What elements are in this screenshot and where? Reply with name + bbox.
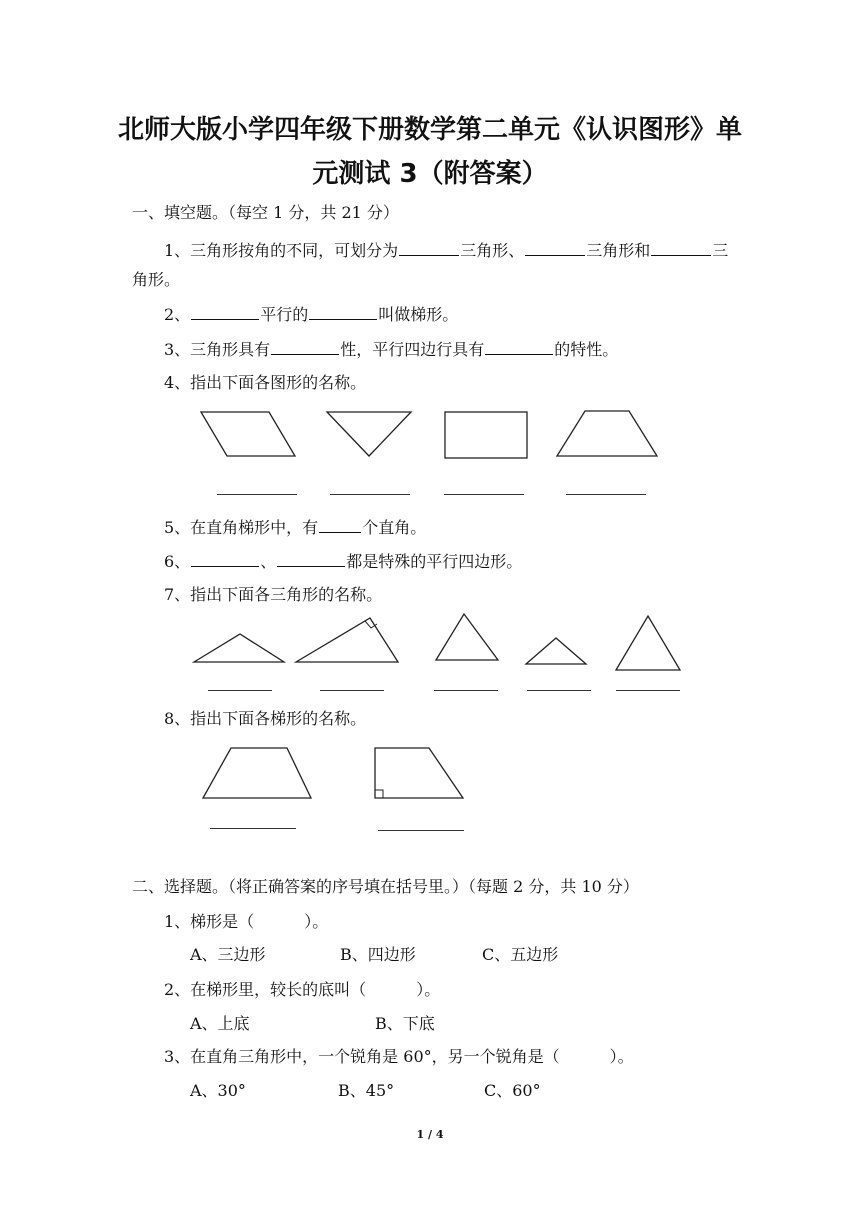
q7-figures (190, 612, 690, 674)
q7-answer-line-1[interactable] (208, 690, 272, 691)
acute-triangle-figure (436, 614, 498, 660)
question-2-3: 3、在直角三角形中，一个锐角是 60°，另一个锐角是（ ）。 (164, 1047, 634, 1066)
question-1-2: 2、 平行的 叫做梯形。 (164, 305, 459, 324)
option-2-3-a[interactable]: A、30° (190, 1081, 246, 1100)
q4-answer-line-3[interactable] (444, 494, 524, 495)
question-1-1-continued: 角形。 (132, 270, 181, 289)
answer-blank[interactable] (485, 338, 553, 355)
option-2-2-a[interactable]: A、上底 (190, 1014, 250, 1033)
right-angle-mark (375, 790, 383, 798)
question-1-8: 8、指出下面各梯形的名称。 (164, 709, 367, 728)
option-2-2-b[interactable]: B、下底 (375, 1014, 435, 1033)
option-2-1-b[interactable]: B、四边形 (340, 945, 416, 964)
answer-blank[interactable] (277, 550, 345, 567)
option-2-3-c[interactable]: C、60° (484, 1081, 541, 1100)
question-1-6: 6、 、 都是特殊的平行四边形。 (164, 552, 523, 571)
parallelogram-figure (201, 412, 295, 456)
q4-answer-line-1[interactable] (217, 494, 297, 495)
answer-blank[interactable] (309, 303, 377, 320)
q7-answer-line-4[interactable] (527, 690, 591, 691)
question-1-5: 5、在直角梯形中，有 个直角。 (164, 518, 427, 537)
answer-blank[interactable] (651, 239, 711, 256)
answer-blank[interactable] (525, 239, 585, 256)
isosceles-trapezoid-figure (203, 748, 311, 798)
page-number: 1 / 4 (416, 1128, 444, 1141)
q7-answer-line-2[interactable] (320, 690, 384, 691)
rectangle-figure (445, 412, 527, 458)
q4-answer-line-4[interactable] (566, 494, 646, 495)
equilateral-triangle-figure (616, 616, 680, 670)
section-1-heading: 一、填空题。（每空 1 分，共 21 分） (132, 203, 399, 222)
q8-figures (195, 742, 475, 804)
question-2-2: 2、在梯形里，较长的底叫（ ）。 (164, 980, 441, 999)
small-triangle-figure (526, 638, 586, 664)
right-triangle-figure (296, 618, 398, 662)
section-2-heading: 二、选择题。（将正确答案的序号填在括号里。）（每题 2 分，共 10 分） (132, 877, 639, 896)
answer-blank[interactable] (319, 516, 361, 533)
q4-figures (195, 408, 665, 464)
q4-answer-line-2[interactable] (330, 494, 410, 495)
q8-answer-line-1[interactable] (210, 828, 296, 829)
obtuse-triangle-figure (194, 634, 284, 662)
title-line-2: 元测试 3（附答案） (312, 159, 548, 189)
q7-answer-line-5[interactable] (616, 690, 680, 691)
title-line-1: 北师大版小学四年级下册数学第二单元《认识图形》单 (117, 115, 742, 145)
question-1-3: 3、三角形具有 性，平行四边行具有 的特性。 (164, 340, 619, 359)
answer-blank[interactable] (191, 303, 259, 320)
question-1-7: 7、指出下面各三角形的名称。 (164, 585, 383, 604)
option-2-1-c[interactable]: C、五边形 (482, 945, 559, 964)
answer-blank[interactable] (399, 239, 459, 256)
trapezoid-figure (557, 411, 657, 456)
answer-blank[interactable] (271, 338, 339, 355)
question-1-1: 1、三角形按角的不同，可划分为 三角形、 三角形和 三 (164, 241, 729, 260)
q8-answer-line-2[interactable] (378, 830, 464, 831)
question-2-1: 1、梯形是（ ）。 (164, 912, 329, 931)
option-2-1-a[interactable]: A、三边形 (190, 945, 266, 964)
inverted-triangle-figure (327, 412, 411, 456)
q7-answer-line-3[interactable] (434, 690, 498, 691)
option-2-3-b[interactable]: B、45° (338, 1081, 395, 1100)
answer-blank[interactable] (191, 550, 259, 567)
right-trapezoid-figure (375, 748, 463, 798)
document-title (110, 108, 750, 196)
question-1-4: 4、指出下面各图形的名称。 (164, 373, 367, 392)
